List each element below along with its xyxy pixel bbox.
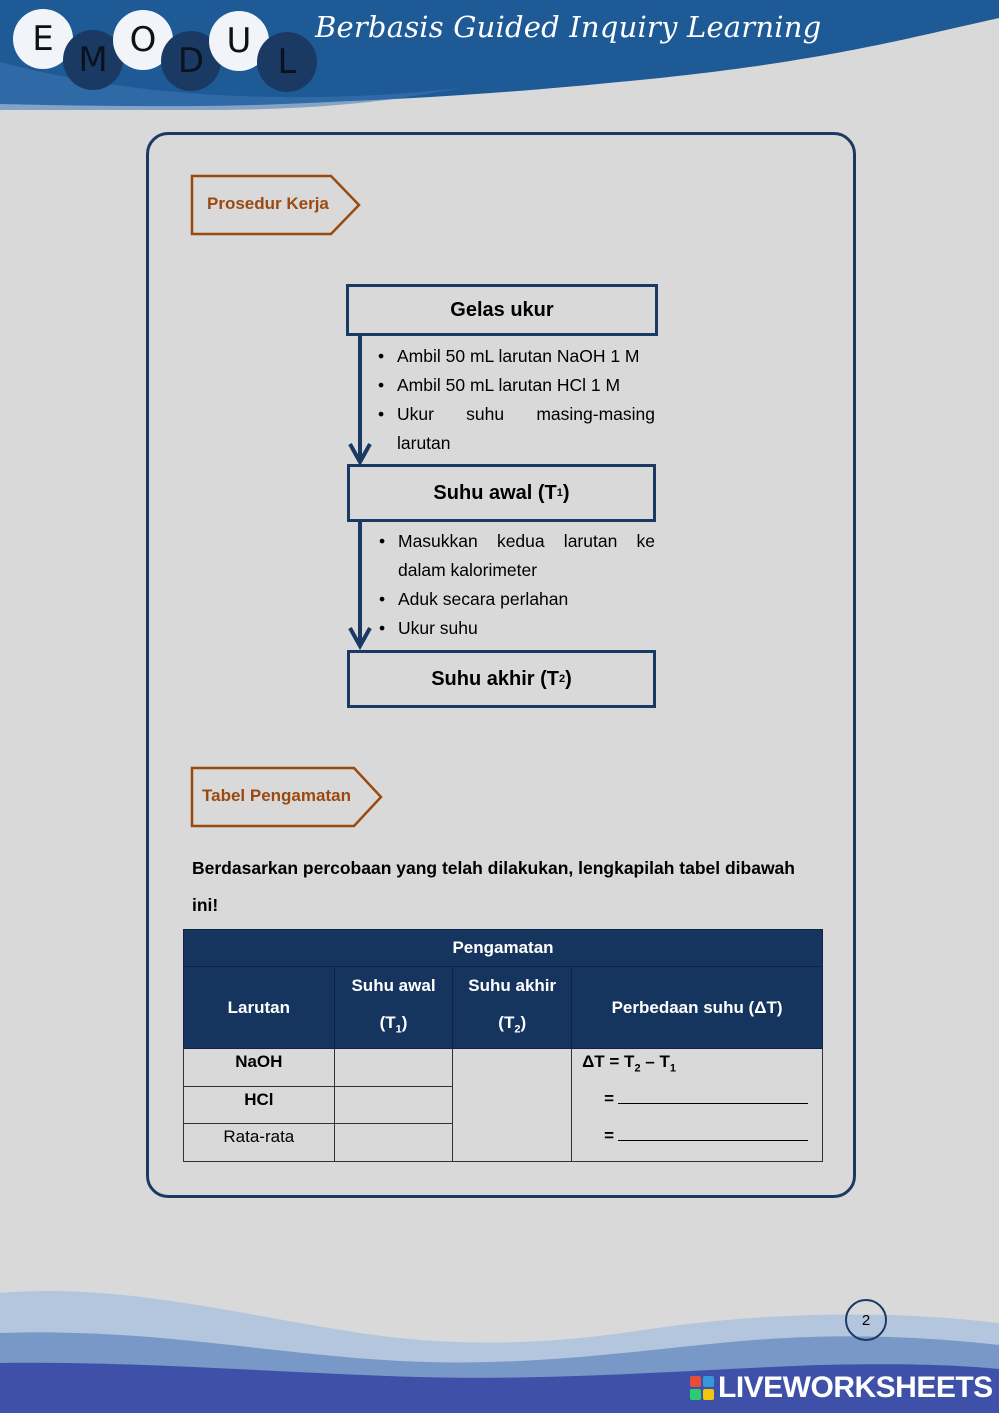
procedure-step: • Ukur suhu xyxy=(378,614,655,643)
liveworksheets-logo-icon xyxy=(690,1376,714,1400)
flow-arrow-1 xyxy=(346,336,374,468)
col-header-perbedaan-suhu: Perbedaan suhu (ΔT) xyxy=(572,967,823,1049)
procedure-step: • Aduk secara perlahan xyxy=(378,585,655,614)
flow-arrow-2 xyxy=(346,522,374,652)
logo-letter-u: U xyxy=(209,11,269,71)
col-header-larutan: Larutan xyxy=(184,967,335,1049)
liveworksheets-brand: LIVEWORKSHEETS xyxy=(690,1370,993,1406)
answer-line-2[interactable]: = xyxy=(582,1116,822,1156)
table-row xyxy=(184,1049,823,1087)
formula-cell: $\Delta T = T_2 - T_1$ = = xyxy=(572,1049,823,1162)
col-header-suhu-akhir: Suhu akhir $(T_2)$ xyxy=(453,967,572,1049)
procedure-step: • Ambil 50 mL larutan HCl 1 M xyxy=(377,371,655,400)
procedure-steps-2 xyxy=(378,527,655,643)
row-label-rata-rata: Rata-rata xyxy=(184,1124,335,1162)
flow-box-suhu-akhir: Suhu akhir (T 2 ) xyxy=(347,650,656,708)
table-group-header: Pengamatan xyxy=(184,930,823,967)
procedure-step: • Ukur suhu masing-masing larutan xyxy=(377,400,655,458)
logo-letter-d: D xyxy=(161,31,221,91)
input-cell-naoh-awal[interactable] xyxy=(334,1049,453,1087)
flow-box-suhu-awal: Suhu awal (T 1 ) xyxy=(347,464,656,522)
procedure-label: Prosedur Kerja xyxy=(190,174,362,234)
input-cell-hcl-awal[interactable] xyxy=(334,1086,453,1124)
logo-letter-l: L xyxy=(257,32,317,92)
row-label-naoh: NaOH xyxy=(184,1049,335,1087)
input-cell-suhu-akhir[interactable] xyxy=(453,1049,572,1162)
logo-letter-o: O xyxy=(113,10,173,70)
logo-letter-m: M xyxy=(63,30,123,90)
observation-instruction: Berdasarkan percobaan yang telah dilakukan, lengkapilah tabel dibawah ini! xyxy=(192,858,795,915)
col-header-suhu-awal: Suhu awal $(T_1)$ xyxy=(334,967,453,1049)
answer-line-1[interactable]: = xyxy=(582,1082,822,1116)
page-number: 2 xyxy=(845,1299,887,1341)
observation-table xyxy=(183,929,823,1162)
observation-label: Tabel Pengamatan xyxy=(190,766,384,826)
flow-box-gelas-ukur: Gelas ukur xyxy=(346,284,658,336)
procedure-step: • Ambil 50 mL larutan NaOH 1 M xyxy=(377,342,655,371)
procedure-steps-1 xyxy=(377,342,655,458)
row-label-hcl: HCl xyxy=(184,1086,335,1124)
logo-letter-e: E xyxy=(13,9,73,69)
header-title: Berbasis Guided Inquiry Learning xyxy=(315,10,822,44)
procedure-step: • Masukkan kedua larutan ke dalam kalorimeter xyxy=(378,527,655,585)
input-cell-rata-rata-awal[interactable] xyxy=(334,1124,453,1162)
